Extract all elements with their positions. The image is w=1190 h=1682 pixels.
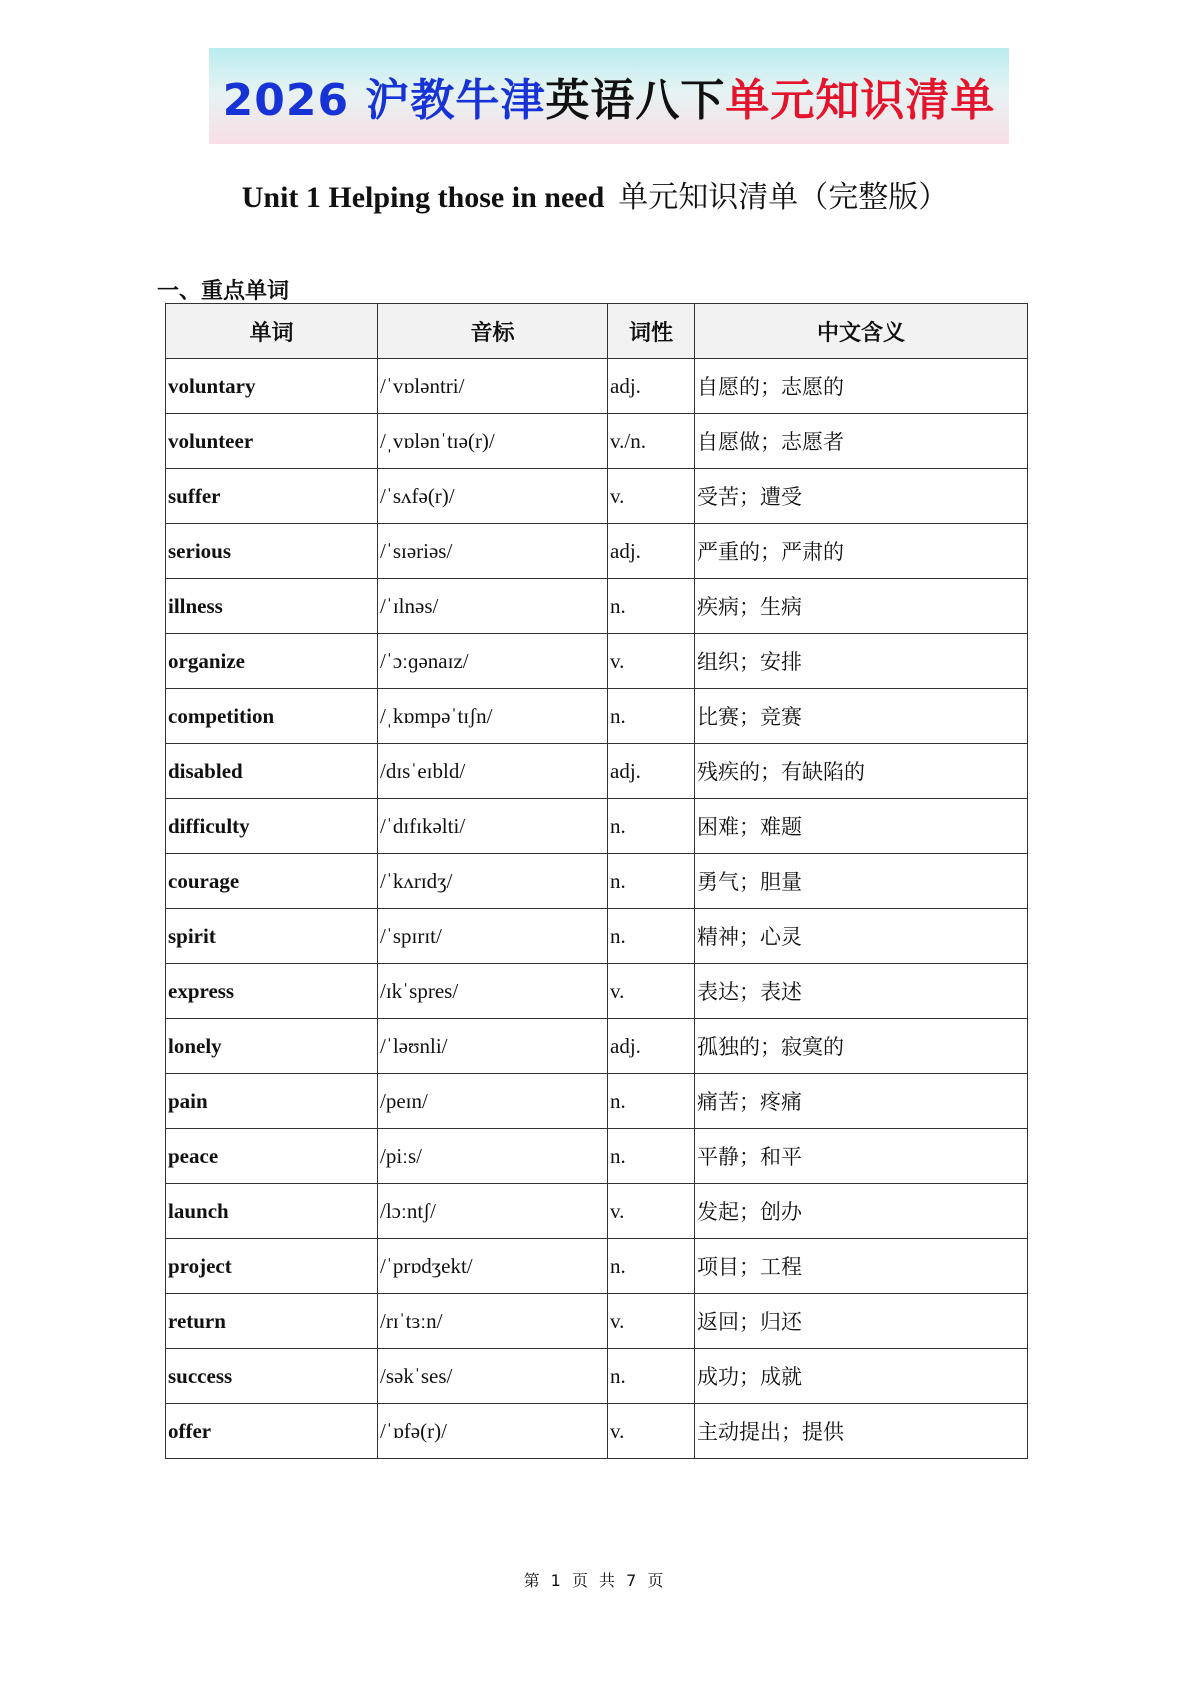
- table-row: [166, 744, 1028, 799]
- document-title-zh: 单元知识清单（完整版）: [618, 180, 949, 215]
- pos-cell: n.: [608, 799, 695, 854]
- vocabulary-table: [165, 303, 1028, 1459]
- table-row: [166, 799, 1028, 854]
- header-phonetic: 音标: [378, 304, 608, 359]
- pos-cell: n.: [608, 1074, 695, 1129]
- phonetic-cell: /lɔːntʃ/: [378, 1184, 608, 1239]
- word-cell: pain: [166, 1074, 378, 1129]
- table-row: [166, 1349, 1028, 1404]
- word-cell: project: [166, 1239, 378, 1294]
- phonetic-cell: /ˈprɒdʒekt/: [378, 1239, 608, 1294]
- pos-cell: n.: [608, 1349, 695, 1404]
- meaning-cell: 精神；心灵: [695, 909, 1028, 964]
- table-row: [166, 414, 1028, 469]
- table-row: [166, 1019, 1028, 1074]
- banner-title-part3: 单元知识清单: [725, 75, 996, 126]
- pos-cell: n.: [608, 1239, 695, 1294]
- table-row: [166, 1129, 1028, 1184]
- meaning-cell: 成功；成就: [695, 1349, 1028, 1404]
- table-row: [166, 524, 1028, 579]
- header-part-of-speech: 词性: [608, 304, 695, 359]
- banner-title: [223, 64, 996, 128]
- meaning-cell: 勇气；胆量: [695, 854, 1028, 909]
- table-row: [166, 469, 1028, 524]
- table-row: [166, 1294, 1028, 1349]
- phonetic-cell: /rɪˈtɜːn/: [378, 1294, 608, 1349]
- word-cell: spirit: [166, 909, 378, 964]
- banner-title-part2: 英语八下: [545, 75, 726, 126]
- pos-cell: v.: [608, 634, 695, 689]
- phonetic-cell: /ˌvɒlənˈtɪə(r)/: [378, 414, 608, 469]
- word-cell: serious: [166, 524, 378, 579]
- meaning-cell: 比赛；竞赛: [695, 689, 1028, 744]
- phonetic-cell: /piːs/: [378, 1129, 608, 1184]
- word-cell: volunteer: [166, 414, 378, 469]
- pos-cell: v.: [608, 1294, 695, 1349]
- header-word: 单词: [166, 304, 378, 359]
- meaning-cell: 困难；难题: [695, 799, 1028, 854]
- word-cell: offer: [166, 1404, 378, 1459]
- meaning-cell: 痛苦；疼痛: [695, 1074, 1028, 1129]
- pos-cell: v.: [608, 1184, 695, 1239]
- table-row: [166, 854, 1028, 909]
- title-banner: [209, 48, 1009, 144]
- word-cell: organize: [166, 634, 378, 689]
- word-cell: competition: [166, 689, 378, 744]
- pos-cell: v./n.: [608, 414, 695, 469]
- phonetic-cell: /dɪsˈeɪbld/: [378, 744, 608, 799]
- phonetic-cell: /ˈvɒləntri/: [378, 359, 608, 414]
- phonetic-cell: /ˌkɒmpəˈtɪʃn/: [378, 689, 608, 744]
- meaning-cell: 项目；工程: [695, 1239, 1028, 1294]
- table-row: [166, 1074, 1028, 1129]
- pos-cell: v.: [608, 964, 695, 1019]
- table-row: [166, 909, 1028, 964]
- meaning-cell: 主动提出；提供: [695, 1404, 1028, 1459]
- table-row: [166, 1404, 1028, 1459]
- phonetic-cell: /ˈləʊnli/: [378, 1019, 608, 1074]
- meaning-cell: 自愿的；志愿的: [695, 359, 1028, 414]
- pos-cell: n.: [608, 909, 695, 964]
- pos-cell: adj.: [608, 524, 695, 579]
- pos-cell: adj.: [608, 359, 695, 414]
- table-row: [166, 359, 1028, 414]
- document-title-en: Unit 1 Helping those in need: [241, 181, 605, 214]
- meaning-cell: 严重的；严肃的: [695, 524, 1028, 579]
- phonetic-cell: /ˈspɪrɪt/: [378, 909, 608, 964]
- pos-cell: v.: [608, 1404, 695, 1459]
- meaning-cell: 发起；创办: [695, 1184, 1028, 1239]
- table-header-row: [166, 304, 1028, 359]
- document-title: [0, 172, 1190, 216]
- meaning-cell: 受苦；遭受: [695, 469, 1028, 524]
- table-row: [166, 964, 1028, 1019]
- meaning-cell: 平静；和平: [695, 1129, 1028, 1184]
- meaning-cell: 返回；归还: [695, 1294, 1028, 1349]
- page-footer: 第 1 页 共 7 页: [523, 1571, 667, 1590]
- word-cell: voluntary: [166, 359, 378, 414]
- pos-cell: n.: [608, 689, 695, 744]
- word-cell: peace: [166, 1129, 378, 1184]
- phonetic-cell: /ˈɔːɡənaɪz/: [378, 634, 608, 689]
- header-meaning: 中文含义: [695, 304, 1028, 359]
- meaning-cell: 残疾的；有缺陷的: [695, 744, 1028, 799]
- banner-title-part1: 2026 沪教牛津: [222, 75, 546, 126]
- word-cell: disabled: [166, 744, 378, 799]
- table-row: [166, 1239, 1028, 1294]
- phonetic-cell: /ɪkˈspres/: [378, 964, 608, 1019]
- meaning-cell: 自愿做；志愿者: [695, 414, 1028, 469]
- meaning-cell: 组织；安排: [695, 634, 1028, 689]
- pos-cell: n.: [608, 854, 695, 909]
- section-heading: 一、重点单词: [157, 279, 290, 304]
- phonetic-cell: /ˈɒfə(r)/: [378, 1404, 608, 1459]
- phonetic-cell: /səkˈses/: [378, 1349, 608, 1404]
- pos-cell: adj.: [608, 1019, 695, 1074]
- pos-cell: n.: [608, 579, 695, 634]
- word-cell: return: [166, 1294, 378, 1349]
- word-cell: express: [166, 964, 378, 1019]
- meaning-cell: 表达；表述: [695, 964, 1028, 1019]
- pos-cell: n.: [608, 1129, 695, 1184]
- word-cell: lonely: [166, 1019, 378, 1074]
- pos-cell: adj.: [608, 744, 695, 799]
- table-row: [166, 634, 1028, 689]
- word-cell: suffer: [166, 469, 378, 524]
- meaning-cell: 孤独的；寂寞的: [695, 1019, 1028, 1074]
- word-cell: difficulty: [166, 799, 378, 854]
- phonetic-cell: /ˈdɪfɪkəlti/: [378, 799, 608, 854]
- phonetic-cell: /peɪn/: [378, 1074, 608, 1129]
- word-cell: illness: [166, 579, 378, 634]
- word-cell: success: [166, 1349, 378, 1404]
- phonetic-cell: /ˈɪlnəs/: [378, 579, 608, 634]
- table-body: [166, 359, 1028, 1459]
- word-cell: launch: [166, 1184, 378, 1239]
- phonetic-cell: /ˈsɪəriəs/: [378, 524, 608, 579]
- table-row: [166, 1184, 1028, 1239]
- meaning-cell: 疾病；生病: [695, 579, 1028, 634]
- word-cell: courage: [166, 854, 378, 909]
- phonetic-cell: /ˈkʌrɪdʒ/: [378, 854, 608, 909]
- table-row: [166, 579, 1028, 634]
- table-row: [166, 689, 1028, 744]
- phonetic-cell: /ˈsʌfə(r)/: [378, 469, 608, 524]
- pos-cell: v.: [608, 469, 695, 524]
